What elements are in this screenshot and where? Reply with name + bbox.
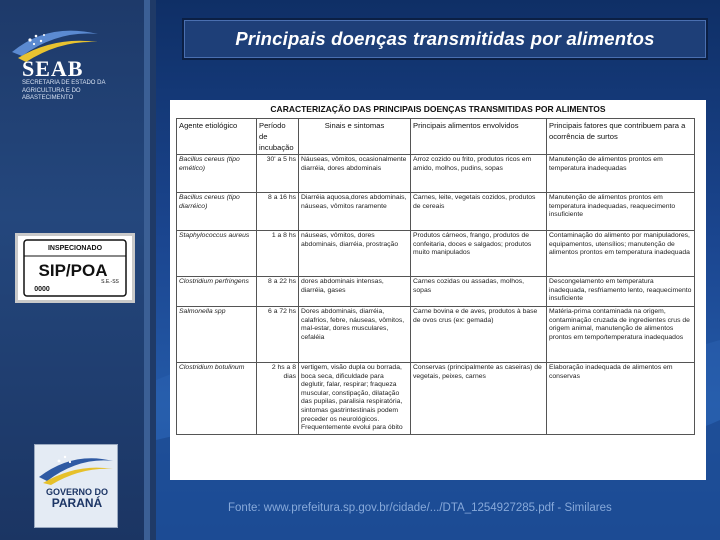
- source-caption: Fonte: www.prefeitura.sp.gov.br/cidade/.../DTA_1254927285.pdf - Similares: [228, 502, 612, 514]
- parana-line2: PARANÁ: [51, 496, 103, 510]
- agent-cell: Clostridium botulinum: [177, 363, 257, 435]
- parana-line1: GOVERNO DO: [45, 487, 108, 497]
- foods-cell: Carnes, leite, vegetais cozidos, produtos de cereais: [411, 193, 547, 231]
- disease-table: [176, 118, 695, 435]
- table-row: [177, 363, 695, 435]
- slide-title: Principais doenças transmitidas por alimentos: [235, 28, 655, 49]
- column-header: Período de incubação: [257, 119, 299, 155]
- agent-cell: Salmonella spp: [177, 307, 257, 363]
- parana-logo-text: [37, 487, 117, 510]
- table-row: [177, 277, 695, 307]
- column-header: Principais alimentos envolvidos: [411, 119, 547, 155]
- factors-cell: Descongelamento em temperatura inadequada, resfriamento lento, reaquecimento insuficiente: [547, 277, 695, 307]
- sidebar: [0, 0, 150, 540]
- agent-cell: Clostridium perfringens: [177, 277, 257, 307]
- incubation-cell: 2 hs a 8 dias: [257, 363, 299, 435]
- seal-top-text: INSPECIONADO: [47, 245, 103, 252]
- incubation-cell: 1 a 8 hs: [257, 231, 299, 277]
- column-header: Principais fatores que contribuem para a ocorrência de surtos: [547, 119, 695, 155]
- factors-cell: Matéria-prima contaminada na origem, contaminação cruzada de ingredientes crus de origem animal, manutenção de alimentos prontos em tempo/temperatura inadequados: [547, 307, 695, 363]
- table-row: [177, 155, 695, 193]
- factors-cell: Manutenção de alimentos prontos em temperatura inadequadas: [547, 155, 695, 193]
- column-header: Sinais e sintomas: [299, 119, 411, 155]
- agent-cell: Bacillus cereus (tipo diarréico): [177, 193, 257, 231]
- incubation-cell: 6 a 72 hs: [257, 307, 299, 363]
- governo-parana-logo: [34, 444, 118, 528]
- table-row: [177, 193, 695, 231]
- table-header-row: [177, 119, 695, 155]
- seab-subtitle: SECRETARIA DE ESTADO DA AGRICULTURA E DO ABASTECIMENTO: [22, 80, 106, 101]
- foods-cell: Carnes cozidas ou assadas, molhos, sopas: [411, 277, 547, 307]
- foods-cell: Conservas (principalmente as caseiras) de vegetais, peixes, carnes: [411, 363, 547, 435]
- foods-cell: Arroz cozido ou frito, produtos ricos em amido, molhos, pudins, sopas: [411, 155, 547, 193]
- incubation-cell: 8 a 16 hs: [257, 193, 299, 231]
- factors-cell: Manutenção de alimentos prontos em temperatura inadequadas, reaquecimento insuficiente: [547, 193, 695, 231]
- seal-code: S.E.-SS: [101, 279, 119, 285]
- incubation-cell: 30' a 5 hs: [257, 155, 299, 193]
- document-title: CARACTERIZAÇÃO DAS PRINCIPAIS DOENÇAS TRANSMITIDAS POR ALIMENTOS: [270, 104, 606, 114]
- parana-swoosh-icon: [35, 445, 117, 485]
- slide-title-box: [182, 18, 708, 60]
- symptoms-cell: Diarréia aquosa,dores abdominais, náuseas, vômitos raramente: [299, 193, 411, 231]
- table-row: [177, 307, 695, 363]
- symptoms-cell: Náuseas, vômitos, ocasionalmente diarréia, dores abdominais: [299, 155, 411, 193]
- agent-cell: Staphylococcus aureus: [177, 231, 257, 277]
- factors-cell: Contaminação do alimento por manipuladores, equipamentos, utensílios; manutenção de alimentos prontos em temperatura inadequada: [547, 231, 695, 277]
- seal-main-text: SIP/POA: [38, 261, 108, 280]
- symptoms-cell: dores abdominais intensas, diarréia, gases: [299, 277, 411, 307]
- agent-cell: Bacillus cereus (tipo emético): [177, 155, 257, 193]
- seal-graphic: [18, 236, 132, 300]
- document-image: [170, 100, 706, 480]
- symptoms-cell: Dores abdominais, diarréia, calafrios, febre, náuseas, vômitos, mal-estar, dores musculares, cefaléia: [299, 307, 411, 363]
- seab-title: SEAB: [22, 56, 84, 81]
- incubation-cell: 8 a 22 hs: [257, 277, 299, 307]
- symptoms-cell: vertigem, visão dupla ou borrada, boca seca, dificuldade para deglutir, falar, respirar; fraqueza muscular, constipação, dilatação das pupilas, paralisia respiratória, sintomas gastrintestinais podem preceder os neurológicos. Frequentemente evolui para óbito: [299, 363, 411, 435]
- foods-cell: Carne bovina e de aves, produtos à base de ovos crus (ex: gemada): [411, 307, 547, 363]
- column-header: Agente etiológico: [177, 119, 257, 155]
- sip-poa-seal: [15, 233, 135, 303]
- symptoms-cell: náuseas, vômitos, dores abdominais, diarréia, prostração: [299, 231, 411, 277]
- seal-number: 0000: [34, 286, 50, 293]
- table-row: [177, 231, 695, 277]
- factors-cell: Elaboração inadequada de alimentos em conservas: [547, 363, 695, 435]
- foods-cell: Produtos cárneos, frango, produtos de confeitaria, doces e salgados; produtos muito manipulados: [411, 231, 547, 277]
